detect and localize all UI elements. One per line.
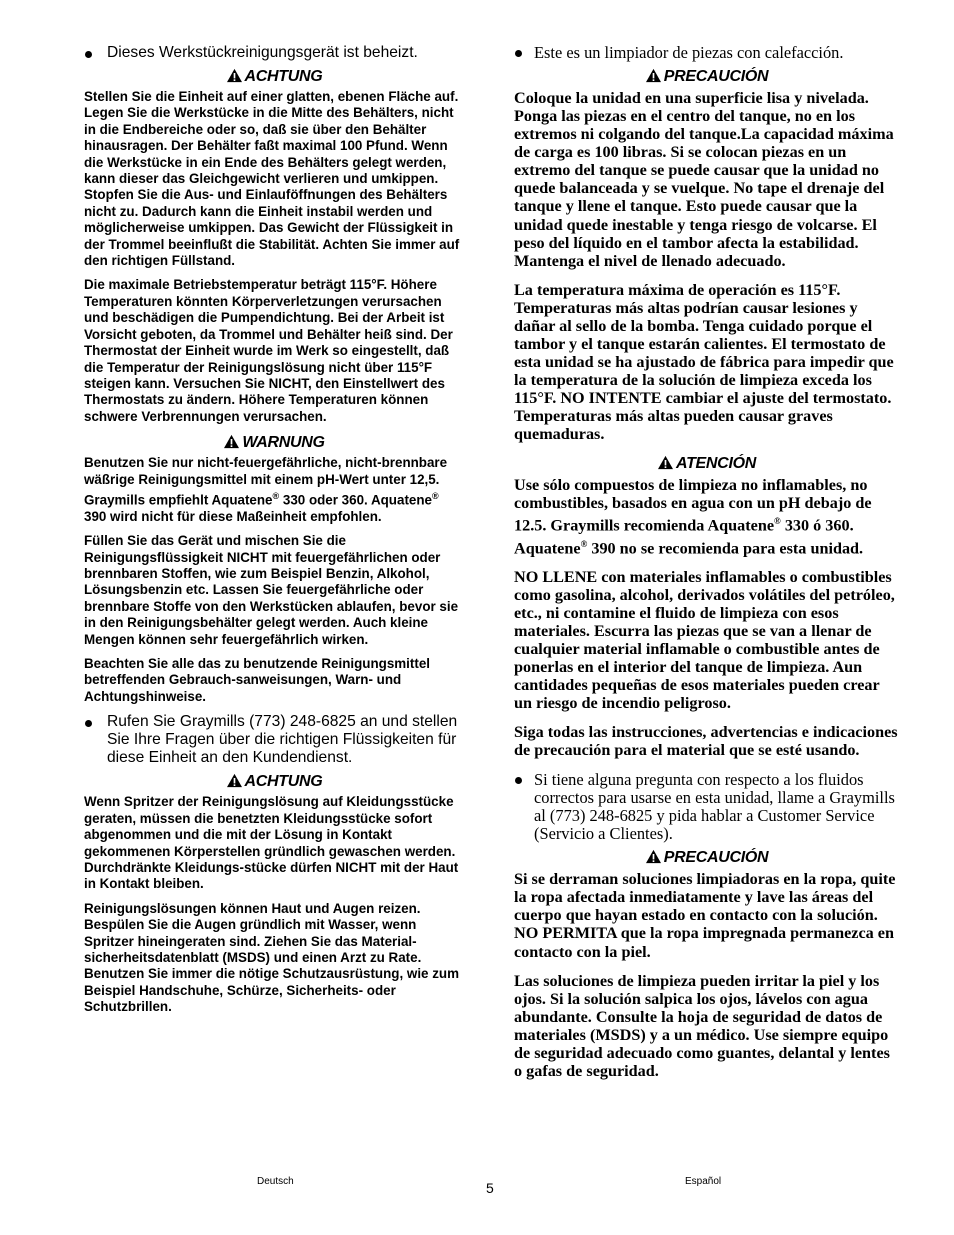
bullet-heated: Este es un limpiador de piezas con calefacción. [514,44,899,62]
heading-achtung-2: ACHTUNG [84,772,464,791]
paragraph-instructions: Siga todas las instrucciones, advertencias e indicaciones de precaución para el material que se esté usando. [514,723,898,760]
paragraph-instructions: Beachten Sie alle das zu benutzende Reinigungsmittel betreffenden Gebrauch-sanweisungen, Warn- und Achtungshinweise. [84,656,430,704]
paragraph-temperature: La temperatura máxima de operación es 115°F. Temperaturas más altas podrían causar lesiones y dañar al sello de la bomba. Tenga cuidado porque el tambor y el tanque estarán calientes. El termostato de esta unidad se ha ajustado de fábrica para impedir que la temperatura de la solución de limpieza exceda los 115°F. NO INTENTE cambiar el ajuste del termostato. Temperaturas más altas pueden causar graves quemaduras. [514,280,894,444]
paragraph-cleaning-agents: Use sólo compuestos de limpieza no inflamables, no combustibles, basados en agua con un pH debajo de 12.5. Graymills recomienda Aquatene® 330 ó 360. Aquatene® 390 no se recomienda para esta unidad. [514,476,872,558]
bullet-heated: Dieses Werkstückreinigungsgerät ist beheizt. [84,44,464,62]
page-number: 5 [486,1180,494,1196]
paragraph-clothing: Wenn Spritzer der Reinigungslösung auf Kleidungsstücke geraten, müssen die benetzten Kleidungsstücke sofort abgenommen und die mit der Lösung in Kontakt gekommenen Körperstellen gründlich gewaschen werden. Durchdränkte Kleidungs-stücke dürfen NICHT mit der Haut in Kontakt bleiben. [84,794,459,892]
footer-language-german: Deutsch [257,1176,294,1187]
paragraph-cleaning-agents: Benutzen Sie nur nicht-feuergefährliche, nicht-brennbare wäßrige Reinigungsmittel mit einem pH-Wert unter 12,5. Graymills empfiehlt Aquatene® 330 oder 360. Aquatene® 390 wird nicht für diese Maßeinheit empfohlen. [84,455,448,524]
paragraph-temperature: Die maximale Betriebstemperatur beträgt 115°F. Höhere Temperaturen könnten Körperverletzungen verursachen und beschädigen die Pumpendichtung. Bei der Arbeit ist Vorsicht geboten, da Trommel und Behälter heiß sind. Der Thermostat der Einheit wurde im Werk so eingestellt, daß die Temperatur der Reinigungslösung nicht über 115°F steigen kann. Versuchen Sie NICHT, den Einstellwert des Thermostats zu ändern. Höhere Temperaturen können schwere Verbrennungen verursachen. [84,277,453,424]
german-column [84,44,464,1024]
footer-language-spanish: Español [685,1176,722,1187]
warning-triangle-icon [645,849,662,864]
warning-triangle-icon [226,773,243,788]
spanish-column [514,44,899,1091]
warning-triangle-icon [645,68,662,83]
heading-achtung-1: ACHTUNG [84,67,464,86]
paragraph-clothing: Si se derraman soluciones limpiadoras en la ropa, quite la ropa afectada inmediatamente y lave las áreas del cuerpo que hayan estado en contacto con la solución. NO PERMITA que la ropa impregnada permanezca en contacto con la piel. [514,870,896,961]
paragraph-flammables: NO LLENE con materiales inflamables o combustibles como gasolina, alcohol, derivados volátiles del petróleo, etc., ni contamine el fluido de limpieza con esos materiales. Escurra las piezas que se van a llenar de cualquier material inflamable o combustible antes de ponerlas en el interior del tanque de limpieza. Aun cantidades pequeñas de esos materiales pueden crear un riesgo de incendio peligroso. [514,568,895,713]
heading-precaucion-1: PRECAUCIÓN [514,67,899,86]
bullet-contact-graymills: Si tiene alguna pregunta con respecto a los fluidos correctos para usarse en esta unidad, llame a Graymills al (773) 248-6825 y pida hablar a Customer Service (Servicio a Clientes). [514,771,899,844]
heading-atencion: ATENCIÓN [514,454,899,473]
heading-warnung: WARNUNG [84,433,464,452]
heading-precaucion-2: PRECAUCIÓN [514,848,899,867]
paragraph-placement: Stellen Sie die Einheit auf einer glatten, ebenen Fläche auf. Legen Sie die Werkstücke in die Mitte des Behälters, nicht in die Endbereiche oder so, daß sie über den Behälter hinausragen. Der Behälter faßt maximal 100 Pfund. Wenn die Werkstücke in ein Ende des Behälters gelegt werden, kann dieser das Gleichgewicht verlieren und umkippen. Stopfen Sie die Aus- und Einlauföffnungen des Behälters nicht zu. Dadurch kann die Einheit instabil werden und möglicherweise umkippen. Das Gewicht der Flüssigkeit in der Trommel beeinflußt die Stabilität. Achten Sie immer auf den richtigen Füllstand. [84,89,460,269]
warning-triangle-icon [223,434,240,449]
paragraph-flammables: Füllen Sie das Gerät und mischen Sie die Reinigungsflüssigkeit NICHT mit feuergefährlichen oder brennbaren Stoffen, wie zum Beispiel Benzin, Alkohol, Lösungsbenzin etc. Lassen Sie feuergefährliche oder brennbare Stoffe von den Werkstücken ablaufen, bevor sie in den Reinigungsbehälter gelegt werden. Auch kleine Mengen können sehr feuergefährlich wirken. [84,533,459,647]
paragraph-skin-eyes: Reinigungslösungen können Haut und Augen reizen. Bespülen Sie die Augen gründlich mit Wasser, wenn Spritzer hineingeraten sind. Ziehen Sie das Material-sicherheitsdatenblatt (MSDS) und einen Arzt zu Rate. Benutzen Sie immer die nötige Schutzausrüstung, wie zum Beispiel Handschuhe, Schürze, Sicherheits- oder Schutzbrillen. [84,900,459,1015]
paragraph-placement: Coloque la unidad en una superficie lisa y nivelada. Ponga las piezas en el centro del tanque, no en los extremos ni colgando del tanque.La capacidad máxima de carga es 100 libras. Si se colocan piezas en un extremo del tanque se puede causar que la unidad no quede balanceada y se vuelque. No tape el drenaje del tanque y llene el tanque. Esto puede causar que la unidad quede inestable y tenga riesgo de volcarse. El peso del líquido en el tambor afecta la estabilidad. Mantenga el nivel de llenado adecuado. [514,89,894,270]
warning-triangle-icon [657,455,674,470]
bullet-contact-graymills: Rufen Sie Graymills (773) 248-6825 an und stellen Sie Ihre Fragen über die richtigen Flüssigkeiten für diese Einheit an den Kundendienst. [84,713,464,767]
paragraph-skin-eyes: Las soluciones de limpieza pueden irritar la piel y los ojos. Si la solución salpica los ojos, lávelos con agua abundante. Consulte la hoja de seguridad de datos de materiales (MSDS) y a un médico. Use siempre equipo de seguridad adecuado como guantes, delantal y lentes o gafas de seguridad. [514,971,890,1080]
warning-triangle-icon [226,68,243,83]
